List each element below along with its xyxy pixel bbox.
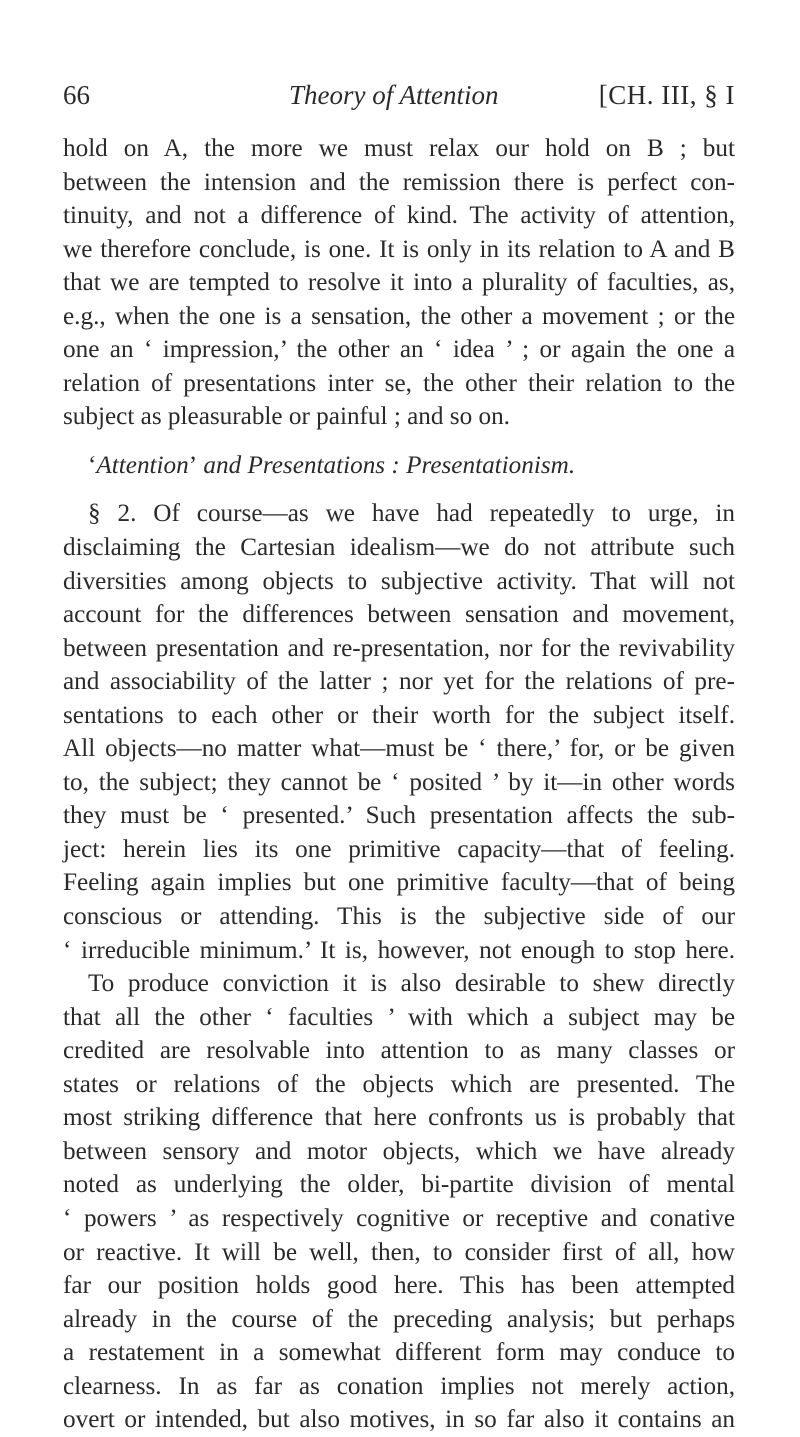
section-heading: ‘Attention’ and Presentations : Presentationism. (88, 451, 576, 479)
text-line: most striking difference that here confronts us is probably that (63, 1104, 735, 1132)
text-line: or reactive. It will be well, then, to consider first of all, how (63, 1238, 735, 1266)
text-line: Feeling again implies but one primitive faculty—that of being (63, 869, 735, 897)
text-line: we therefore conclude, is one. It is only in its relation to A and B (63, 235, 735, 263)
text-line: subject as pleasurable or painful ; and so on. (63, 403, 510, 431)
text-line: account for the differences between sensation and movement, (63, 601, 735, 629)
text-line: diversities among objects to subjective activity. That will not (63, 567, 735, 595)
text-line: that we are tempted to resolve it into a plurality of faculties, as, (63, 269, 735, 297)
text-line: between the intension and the remission there is perfect con- (63, 168, 735, 196)
text-line: To produce conviction it is also desirable to shew directly (88, 970, 735, 998)
text-line: a restatement in a somewhat different form may conduce to (63, 1339, 735, 1367)
text-line: ject: herein lies its one primitive capacity—that of feeling. (63, 835, 735, 863)
text-line: e.g., when the one is a sensation, the other a movement ; or the (63, 302, 735, 330)
text-line: hold on A, the more we must relax our hold on B ; but (63, 135, 735, 162)
text-line: tinuity, and not a difference of kind. The activity of attention, (63, 202, 735, 230)
text-line: disclaiming the Cartesian idealism—we do not attribute such (63, 534, 735, 562)
page-number: 66 (63, 80, 90, 110)
text-line: between sensory and motor objects, which we have already (63, 1137, 735, 1165)
text-line: already in the course of the preceding analysis; but perhaps (63, 1305, 735, 1333)
text-line: to, the subject; they cannot be ‘ posited ’ by it—in other words (63, 768, 735, 796)
text-line: they must be ‘ presented.’ Such presentation affects the sub- (63, 802, 735, 830)
text-line: overt or intended, but also motives, in so far also it contains an (63, 1406, 735, 1434)
text-line: credited are resolvable into attention to as many classes or (63, 1037, 735, 1065)
text-line: relation of presentations inter se, the other their relation to the (63, 369, 735, 397)
paragraph-1 (63, 132, 735, 434)
text-line: All objects—no matter what—must be ‘ there,’ for, or be given (63, 735, 735, 763)
text-line: one an ‘ impression,’ the other an ‘ idea ’ ; or again the one a (63, 336, 735, 364)
text-line: ‘ powers ’ as respectively cognitive or receptive and conative (63, 1204, 735, 1232)
running-title: Theory of Attention (289, 80, 499, 110)
text-line: and associability of the latter ; nor yet for the relations of pre- (63, 668, 735, 696)
text-line: far our position holds good here. This has been attempted (63, 1272, 735, 1300)
paragraph-2 (63, 497, 735, 1436)
text-line: conscious or attending. This is the subjective side of our (63, 903, 735, 931)
chapter-reference: [CH. III, § I (598, 80, 735, 110)
running-head (63, 78, 735, 112)
text-line: clearness. In as far as conation implies not merely action, (63, 1372, 735, 1400)
text-line: § 2. Of course—as we have had repeatedly to urge, in (88, 500, 735, 528)
book-page (63, 78, 735, 1437)
text-line: sentations to each other or their worth for the subject itself. (63, 701, 735, 729)
text-line: states or relations of the objects which are presented. The (63, 1070, 735, 1098)
body-text (63, 132, 735, 1437)
text-line: between presentation and re-presentation, nor for the revivability (63, 634, 735, 662)
text-line: ‘ irreducible minimum.’ It is, however, not enough to stop here. (63, 936, 735, 964)
text-line: that all the other ‘ faculties ’ with which a subject may be (63, 1003, 735, 1031)
text-line: noted as underlying the older, bi-partite division of mental (63, 1171, 735, 1199)
